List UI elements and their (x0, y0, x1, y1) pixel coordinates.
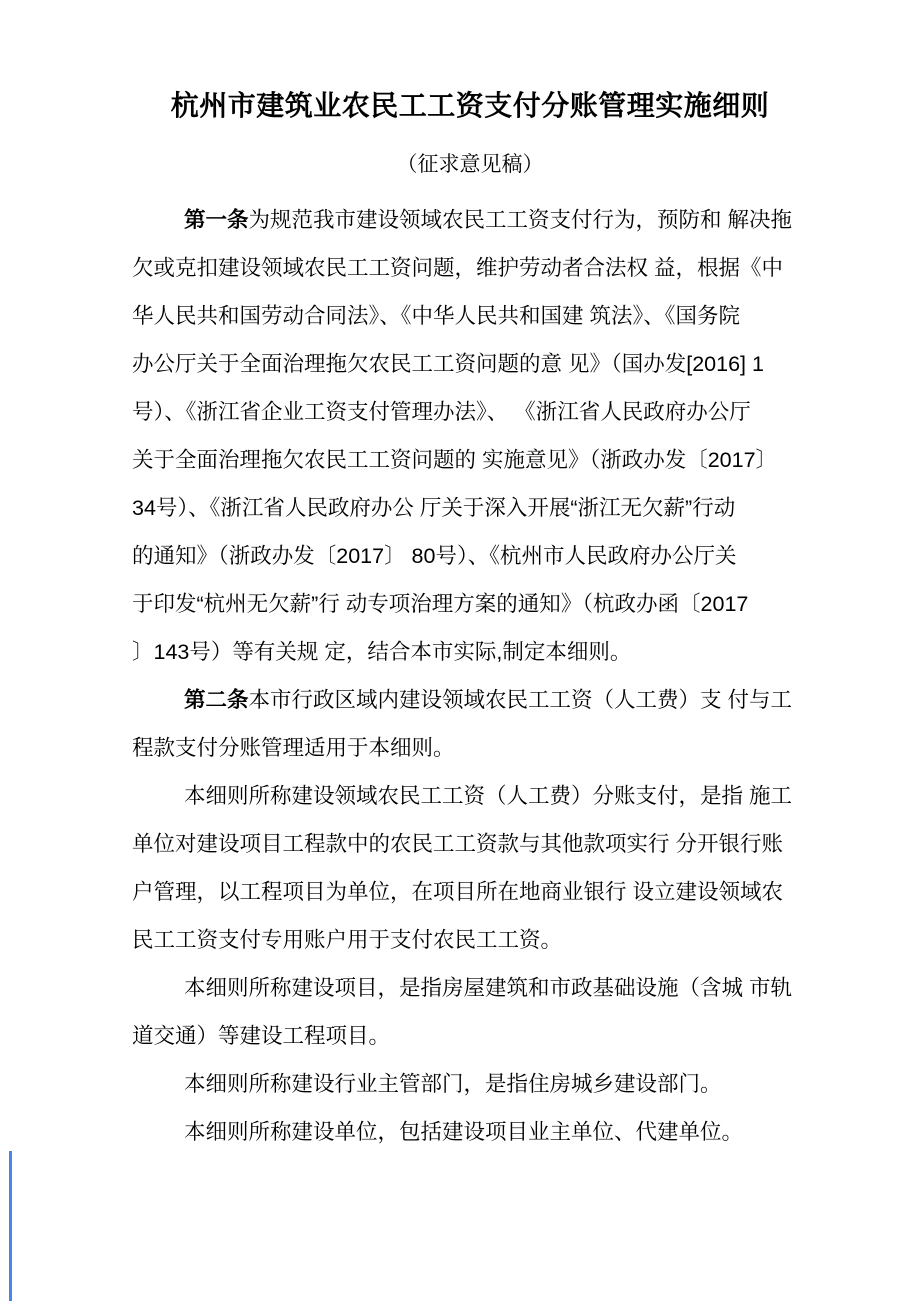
paragraph-first-line (132, 964, 808, 1012)
paragraph-text: 本细则所称建设项目，是指房屋建筑和市政基础设施（含城 市轨 (184, 976, 792, 1000)
paragraph-first-line (132, 1108, 808, 1156)
paragraph-first-line (132, 772, 808, 820)
paragraph-text: 欠或克扣建设领域农民工工资问题，维护劳动者合法权 益，根据《中 (132, 256, 783, 280)
paragraph-text: 办公厅关于全面治理拖欠农民工工资问题的意 见》（国办发[2016] 1 (132, 352, 764, 376)
paragraph-definition-separate-account (132, 772, 808, 964)
paragraph-text: 本细则所称建设行业主管部门，是指住房城乡建设部门。 (184, 1072, 722, 1096)
paragraph-text: 〕143号）等有关规 定，结合本市实际,制定本细则。 (132, 640, 632, 664)
paragraph-text: 民工工资支付专用账户用于支付农民工工资。 (132, 928, 563, 952)
paragraph-text: 本市行政区域内建设领域农民工工资（人工费）支 付与工 (248, 688, 792, 712)
paragraph-text: 华人民共和国劳动合同法》、《中华人民共和国建 筑法》、《国务院 (132, 304, 740, 328)
paragraph-article-2 (132, 676, 808, 772)
paragraph-definition-authority (132, 1060, 808, 1108)
paragraph-text: 本细则所称建设领域农民工工资（人工费）分账支付，是指 施工 (184, 784, 792, 808)
paragraph-text: 号）、《浙江省企业工资支付管理办法》、 《浙江省人民政府办公厅 (132, 400, 751, 424)
paragraph-first-line (132, 676, 808, 724)
paragraph-definition-construction-unit (132, 1108, 808, 1156)
paragraph-text: 道交通）等建设工程项目。 (132, 1024, 391, 1048)
paragraph-text: 单位对建设项目工程款中的农民工工资款与其他款项实行 分开银行账 (132, 832, 783, 856)
document-subtitle: （征求意见稿） (396, 153, 544, 176)
clause-number: 第一条 (184, 208, 249, 232)
document-body (132, 196, 808, 1156)
paragraph-text: 于印发“杭州无欠薪”行 动专项治理方案的通知》（杭政办函〔2017 (132, 592, 749, 616)
paragraph-first-line (132, 196, 808, 244)
paragraph-text: 为规范我市建设领域农民工工资支付行为，预防和 解决拖 (248, 208, 792, 232)
paragraph-text: 关于全面治理拖欠农民工工资问题的 实施意见》（浙政办发〔2017〕 (132, 448, 778, 472)
paragraph-text: 户管理，以工程项目为单位，在项目所在地商业银行 设立建设领域农 (132, 880, 783, 904)
document-title: 杭州市建筑业农民工工资支付分账管理实施细则 (170, 90, 770, 121)
left-margin-marker (9, 1151, 12, 1301)
paragraph-definition-construction-project (132, 964, 808, 1060)
paragraph-text: 程款支付分账管理适用于本细则。 (132, 736, 455, 760)
paragraph-article-1 (132, 196, 808, 676)
paragraph-text: 本细则所称建设单位，包括建设项目业主单位、代建单位。 (184, 1120, 744, 1144)
paragraph-first-line (132, 1060, 808, 1108)
paragraph-text: 34号）、《浙江省人民政府办公 厅关于深入开展“浙江无欠薪”行动 (132, 496, 736, 520)
clause-number: 第二条 (184, 688, 249, 712)
paragraph-text: 的通知》（浙政办发〔2017〕 80号）、《杭州市人民政府办公厅关 (132, 544, 737, 568)
